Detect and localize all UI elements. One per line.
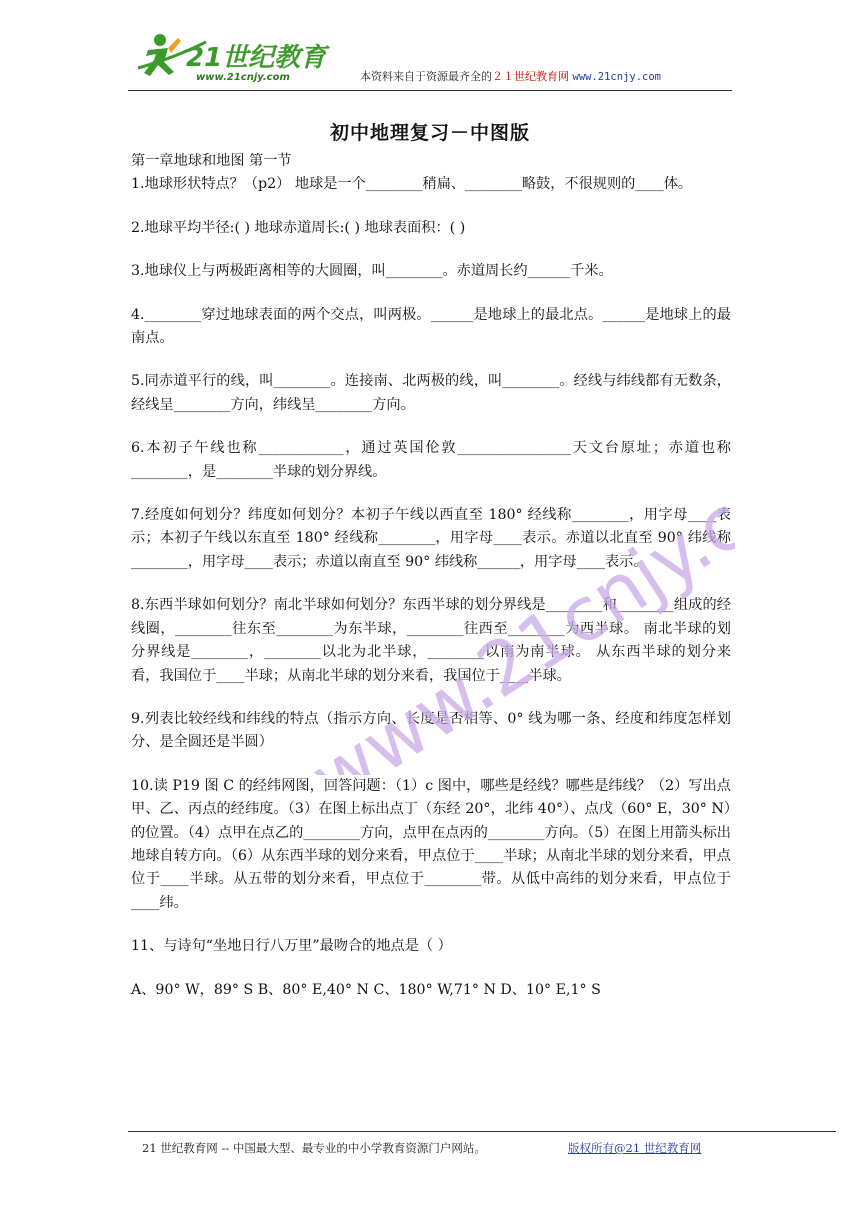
question-6: 6.本初子午线也称____________，通过英国伦敦________________天文台原址；赤道也称________，是________半球的划分界线。	[131, 440, 731, 480]
header-note-prefix: 本资料来自于资源最齐全的	[360, 70, 492, 83]
question-4: 4.________穿过地球表面的两个交点，叫两极。______是地球上的最北点。______是地球上的最南点。	[131, 306, 731, 347]
document-body	[131, 150, 731, 1022]
question-7: 7.经度如何划分？纬度如何划分？本初子午线以西直至 180° 经线称________，用字母____表示；本初子午线以东直至 180° 经线称________，用字母____表示。赤道以北直至 90° 纬线称________，用字母____表示；赤道以南直至 90° 纬线称______，用字母____表示。	[131, 507, 731, 570]
header-url-link[interactable]: www.21cnjy.com	[572, 71, 662, 83]
page-header	[128, 28, 732, 91]
page-title: 初中地理复习－中图版	[329, 122, 530, 144]
section-heading: 第一章地球和地图 第一节	[131, 153, 292, 169]
logo-text: 21世纪教育	[186, 43, 327, 73]
watermark-text: www.21cnjy.com	[296, 415, 735, 775]
question-1: 1.地球形状特点？（p2） 地球是一个________稍扁、________略鼓，不很规则的____体。	[131, 176, 693, 193]
question-11-options: A、90° W，89° S B、80° E,40° N C、180° W,71° N D、10° E,1° S	[131, 981, 601, 998]
question-11: 11、与诗句“坐地日行八万里”最吻合的地点是（ ）	[131, 938, 452, 955]
question-3: 3.地球仪上与两极距离相等的大圆圈，叫________。赤道周长约______千米。	[131, 263, 613, 280]
question-8: 8.东西半球如何划分？南北半球如何划分？东西半球的划分界线是________和________组成的经线圈，________往东至________为东半球，________往西至________为西半球。 南北半球的划分界线是________，________以北为北半球，________以南为南半球。 从东西半球的划分来看，我国位于____半球；从南北半球的划分来看，我国位于____半球。	[131, 597, 731, 684]
logo-graphic	[134, 28, 344, 86]
page-footer	[128, 1131, 836, 1158]
header-note	[360, 68, 661, 84]
site-logo[interactable]	[134, 28, 344, 86]
question-9: 9.列表比较经线和纬线的特点（指示方向、长度是否相等、0° 线为哪一条、经度和纬度怎样划分、是全圆还是半圆）	[131, 710, 731, 751]
header-brand-link[interactable]: ２１世纪教育网	[492, 70, 569, 83]
question-5: 5.同赤道平行的线，叫________。连接南、北两极的线，叫________。经线与纬线都有无数条，经线呈________方向，纬线呈________方向。	[131, 373, 731, 413]
footer-copyright-link[interactable]: 版权所有@21 世纪教育网	[568, 1141, 702, 1155]
question-2: 2.地球平均半径:( ) 地球赤道周长:( ) 地球表面积：( )	[131, 219, 466, 236]
question-10: 10.读 P19 图 C 的经纬网图，回答问题：（1）c 图中，哪些是经线？哪些是纬线？（2）写出点甲、乙、丙点的经纬度。（3）在图上标出点丁（东经 20°，北纬 40°）、点戊（60° E，30° N）的位置。（4）点甲在点乙的________方向，点甲在点丙的________方向。（5）在图上用箭头标出地球自转方向。（6）从东西半球的划分来看，甲点位于____半球；从南北半球的划分来看，甲点位于____半球。从五带的划分来看，甲点位于________带。从低中高纬的划分来看，甲点位于____纬。	[131, 777, 731, 911]
footer-text: 21 世纪教育网 -- 中国最大型、最专业的中小学教育资源门户网站。	[142, 1141, 486, 1155]
logo-url: www.21cnjy.com	[196, 72, 290, 83]
